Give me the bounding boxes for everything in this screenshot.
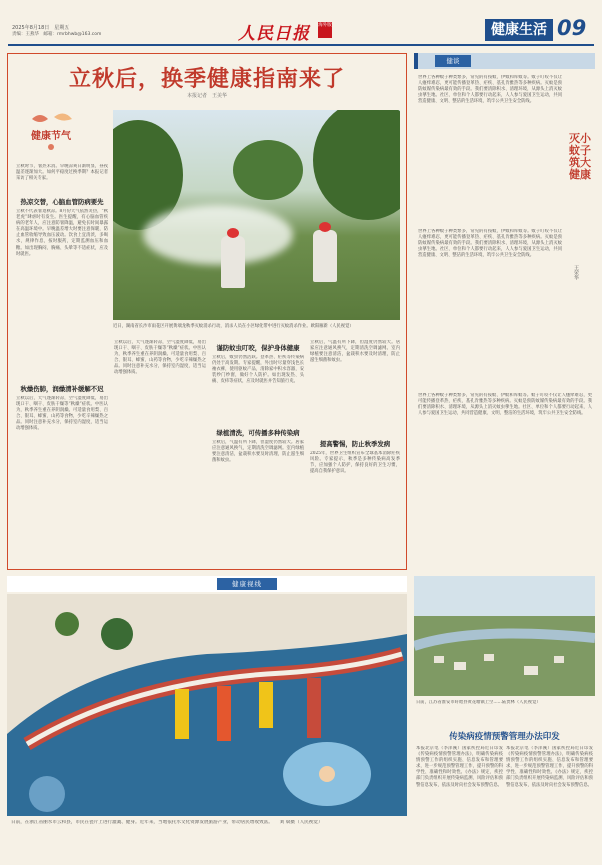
subhead-2: 秋燥伤肺，润燥清补缓解不迟 — [20, 385, 104, 393]
opinion-body-2: 世界上各种蚊子种类繁多，常见的有按蚊、伊蚊和库蚊等。蚊子叮咬不仅让人瘙痒难忍，更可能传播登革热、疟疾、基孔肯雅热等多种疾病。灭蚊是预防蚊媒传染病最有效的手段。我们要清除积水、清理环境，从源头上消灭蚊虫孳生地。社区、单位和个人都要行动起来，人人参与爱国卫生运动，共同营造健康、文明、整洁的生活环境，筑牢公共卫生安全防线。 — [418, 229, 562, 259]
opinion-body-3: 世界上各种蚊子种类繁多，常见的有按蚊、伊蚊和库蚊等。蚊子叮咬不仅让人瘙痒难忍，更可能传播登革热、疟疾、基孔肯雅热等多种疾病。灭蚊是预防蚊媒传染病最有效的手段。我们要清除积水、清理环境，从源头上消灭蚊虫孳生地。社区、单位和个人都要行动起来，人人参与爱国卫生运动，共同营造健康、文明、整洁的生活环境，筑牢公共卫生安全防线。 — [418, 393, 592, 417]
photo-caption: 近日，湖南省长沙市雨花区开展黄端龙秋季灭蚊消杀行动，消杀人员在小区绿化带中进行灭蚊消杀作业。欧阳雁新（人民视觉） — [113, 324, 354, 329]
opinion-body: 世界上各种蚊子种类繁多，常见的有按蚊、伊蚊和库蚊等。蚊子叮咬不仅让人瘙痒难忍，更可能传播登革热、疟疾、基孔肯雅热等多种疾病。灭蚊是预防蚊媒传染病最有效的手段。我们要清除积水、清理环境，从源头上消灭蚊虫孳生地。社区、单位和个人都要行动起来，人人参与爱国卫生运动，共同营造健康、文明、整洁的生活环境，筑牢公共卫生安全防线。 — [418, 75, 562, 105]
logo-tag: 海外版 — [318, 22, 332, 38]
section-2-text: 立秋以后，天气逐渐转凉，空气湿度降低，易出现口干、咽干、皮肤干燥等“秋燥”症状。中医认为，秋季养生重在养阴润燥。可适量食用梨、百合、银耳、蜂蜜、山药等食物，少吃辛辣燥热之品。同时注意补充水分，保持室内湿度，适当运动增强体质。 — [16, 396, 108, 432]
subhead-1: 热凉交替，心脑血管防病要先 — [20, 198, 104, 206]
masthead — [0, 0, 602, 44]
waterpark-illustration — [7, 594, 407, 816]
section-2-continued: 立秋以后，天气逐渐转凉，空气湿度降低，易出现口干、咽干、皮肤干燥等“秋燥”症状。中医认为，秋季养生重在养阴润燥。可适量食用梨、百合、银耳、蜂蜜、山药等食物，少吃辛辣燥热之品。同时注意补充水分，保持室内湿度，适当运动增强体质。 — [114, 340, 206, 376]
health-vision-feature — [7, 576, 407, 858]
section-5-text: 2025年，世界卫生组织宣布全球基本消除疟疾风险。专家提示，秋季是多种传染病高发季节，应加强个人防护，保持良好的卫生习惯，提高自我保护意识。 — [310, 451, 400, 475]
village-caption: 日前，江苏省淮安市盱眙县黄花塘镇上空……陆贵林（人民视觉） — [416, 700, 541, 705]
newspaper-logo: 人民日报 — [238, 24, 310, 44]
article-byline: 本报记者 王美华 — [186, 93, 227, 99]
masthead-rule — [8, 44, 594, 46]
health-vision-bar — [7, 576, 407, 592]
section-3-text: 立秋后，蚊虫仍然活跃。登革热、疟疾等传染病仍处于高发期。专家提醒，外出时尽量穿浅色长袖衣裤，使用驱蚊产品，清除家中积水容器，安装纱门纱窗，做好个人防护。如出现发热、头痛、皮疹等症状，应及时就医并告知旅行史。 — [212, 355, 304, 385]
health-talk-label: 健谈 — [435, 55, 471, 67]
column-3 — [212, 340, 304, 538]
main-article — [7, 53, 407, 570]
news-body: 本报北京电（李泽溪）国家疾控局近日印发《传染病疫情预警管理办法》，明确传染病疫情预警工作的组织实施、信息发布和管理要求，进一步规范预警管理工作，提升预警的科学性、准确性和时效性。《办法》规定，疾控部门负责组织开展传染病监测、风险评估和预警信息发布，依法及时向社会发布预警信息。 — [416, 746, 503, 788]
subhead-4: 绿植清洗，可传播多种传染病 — [216, 429, 300, 437]
edition-line: 责编：王燕华 邮箱：rmrbhwb@163.com — [12, 32, 102, 37]
aerial-village-photo — [414, 576, 595, 696]
section-4-continued: 立秋后，气温有所下降，但湿度仍然较大。居家应注意通风换气，定期清洗空调滤网。室内绿植要注意清洁，盆栽积水要及时清理，防止滋生细菌和蚊虫。 — [310, 340, 400, 364]
subhead-3: 谨防蚊虫叮咬，保护身体健康 — [216, 344, 300, 352]
column-1 — [16, 164, 108, 526]
season-tag — [26, 111, 76, 153]
news-body-2: 本报北京电（李泽溪）国家疾控局近日印发《传染病疫情预警管理办法》，明确传染病疫情预警工作的组织实施、信息发布和管理要求，进一步规范预警管理工作，提升预警的科学性、准确性和时效性。《办法》规定，疾控部门负责组织开展传染病监测、风险评估和预警信息发布，依法及时向社会发布预警信息。 — [506, 746, 593, 788]
article-headline: 立秋后，换季健康指南来了 — [68, 66, 345, 92]
village-illustration — [414, 576, 595, 696]
section-title: 健康生活 — [485, 19, 553, 41]
subhead-5: 提高警惕，防止秋季发病 — [319, 440, 391, 448]
season-tag-label: 健康节气 — [31, 131, 71, 142]
column-health-talk — [414, 53, 602, 568]
page-number: 09 — [557, 16, 587, 40]
opinion-title: 灭小蚊子 筑大健康 — [569, 132, 602, 181]
bottom-right-news — [414, 576, 595, 858]
column-4 — [310, 340, 400, 543]
health-vision-label: 健康视线 — [217, 578, 277, 590]
section-4-text: 立秋后，气温有所下降，但湿度仍然较大。居家应注意通风换气，定期清洗空调滤网。室内绿植要注意清洁，盆栽积水要及时清理，防止滋生细菌和蚊虫。 — [212, 440, 304, 464]
news-headline: 传染病疫情预警管理办法印发 — [449, 732, 560, 742]
date-line: 2025年8月18日 星期五 — [12, 25, 70, 31]
spraying-photo — [113, 110, 400, 320]
waterpark-photo — [7, 594, 407, 816]
opinion-author: 王荣华 — [573, 265, 579, 280]
section-1-text: 立秋不代表暑退秋凉。8月份天气依然炎热，“秋老虎”肆虐时有发生。医生提醒，有心脑血管疾病的老年人，应注意防暑降温，避免长时间暴露在高温环境中。早晚温差增大时要注意保暖，防止血管收缩导致血压波动。饮食上宜清淡，多喝水，规律作息，按时服药，定期监测血压和血糖。如出现胸闷、胸痛、头晕等不适症状，应及时就医。 — [16, 209, 108, 257]
health-talk-bar — [414, 53, 595, 69]
column-2 — [114, 340, 206, 544]
intro-paragraph: 立秋时节，暑热未消。早晚凉爽日渐明显，昼夜温差逐渐加大。如何平稳度过换季期？本报记者采访了相关专家。 — [16, 164, 108, 182]
waterpark-caption: 日前，在浙江省丽水市云和县，市民在瓷片上进行灌溉、健身。近年来，当地依托水文化资源发展旅游产业，带动居民增收致富。 刘 斌摄（人民视觉） — [11, 820, 323, 825]
